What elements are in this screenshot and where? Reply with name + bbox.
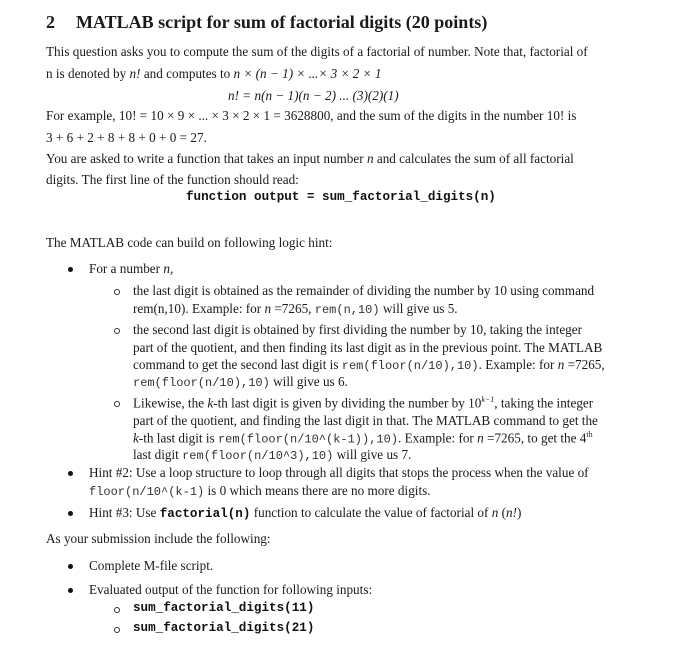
sub2-l3c: n bbox=[557, 357, 565, 372]
hint3-line bbox=[89, 506, 521, 521]
bullet-icon bbox=[68, 564, 73, 569]
sub3-l1a: Likewise, the bbox=[133, 395, 208, 411]
sub3-l3a: k bbox=[133, 430, 139, 446]
sub2-l4b: will give us 6. bbox=[269, 374, 348, 389]
sub2-line-3 bbox=[133, 358, 605, 372]
sub2-l3a: command to get the second last digit is bbox=[133, 357, 342, 372]
factorial-formula: n! = n(n − 1)(n − 2) ... (3)(2)(1) bbox=[228, 88, 399, 103]
intro-line-2-a: n is denoted by bbox=[46, 66, 130, 81]
sub3-l3c: . Example: for bbox=[398, 430, 478, 446]
hint-for-number-a: For a number bbox=[89, 261, 164, 276]
submission-item-1: Complete M-file script. bbox=[89, 558, 214, 573]
circle-bullet-icon bbox=[114, 627, 120, 633]
intro-n-factorial: n! bbox=[129, 66, 141, 81]
section-title: MATLAB script for sum of factorial digits (20 points) bbox=[76, 12, 488, 32]
hint3-f: ) bbox=[517, 505, 522, 520]
intro-line-1: This question asks you to compute the sum of the digits of a factorial of number. Note that, factorial of bbox=[46, 44, 588, 59]
task-line-1 bbox=[46, 152, 574, 165]
hint2-line-2 bbox=[89, 484, 431, 498]
hint3-c: n bbox=[491, 505, 499, 520]
hint3-d: ( bbox=[498, 505, 506, 520]
sub3-line-4 bbox=[133, 448, 411, 462]
sub3-l3d: n bbox=[477, 430, 484, 446]
submission-intro: As your submission include the following: bbox=[46, 531, 271, 546]
circle-bullet-icon bbox=[114, 328, 120, 334]
sub3-l4b: will give us 7. bbox=[333, 447, 412, 462]
bullet-icon bbox=[68, 471, 73, 476]
sub1-l2d: will give us 5. bbox=[379, 301, 458, 316]
sub1-code: rem(n,10) bbox=[314, 303, 380, 317]
hint-intro: The MATLAB code can build on following logic hint: bbox=[46, 235, 333, 250]
hint2-line-1: Hint #2: Use a loop structure to loop through all digits that stops the process when the value of bbox=[89, 465, 589, 480]
sub1-l2a: rem(n,10). Example: for bbox=[133, 301, 265, 316]
example-line-1: For example, 10! = 10 × 9 × ... × 3 × 2 × 1 = 3628800, and the sum of the digits in the number 10! is bbox=[46, 108, 577, 123]
hint3-a: Hint #3: Use bbox=[89, 505, 160, 520]
hint3-e: n! bbox=[506, 505, 517, 520]
sub3-l1d: , taking the integer bbox=[494, 395, 594, 411]
intro-line-2-c: and computes to bbox=[140, 66, 234, 81]
circle-bullet-icon bbox=[114, 607, 120, 613]
hint2-code: floor(n/10^(k-1) bbox=[89, 485, 205, 499]
sub3-line-1 bbox=[133, 396, 593, 410]
sub3-l1c: -th last digit is given by dividing the number by 10 bbox=[213, 395, 482, 411]
sub3-line-3 bbox=[133, 431, 593, 445]
task-n: n bbox=[366, 151, 374, 166]
sub3-l1sup: k−1 bbox=[481, 395, 495, 404]
sub3-l3sup: th bbox=[586, 430, 593, 439]
task-line-1-a: You are asked to write a function that takes an input number bbox=[46, 151, 367, 166]
bullet-icon bbox=[68, 511, 73, 516]
sub1-l2b: n bbox=[264, 301, 272, 316]
sub3-code-2: rem(floor(n/10^3),10) bbox=[182, 449, 334, 463]
sub3-l1b: k bbox=[207, 395, 214, 411]
function-signature: function output = sum_factorial_digits(n) bbox=[186, 190, 496, 204]
circle-bullet-icon bbox=[114, 289, 120, 295]
hint-for-number-n: n, bbox=[163, 261, 174, 276]
hint-for-number bbox=[89, 262, 173, 275]
intro-product: n × (n − 1) × ...× 3 × 2 × 1 bbox=[233, 66, 382, 81]
sub2-code-1: rem(floor(n/10),10) bbox=[341, 359, 479, 373]
sub2-l3b: . Example: for bbox=[478, 357, 558, 372]
sub1-line-1: the last digit is obtained as the remainder of dividing the number by 10 using command bbox=[133, 283, 595, 298]
sub3-code-1: rem(floor(n/10^(k-1)),10) bbox=[217, 432, 399, 447]
submission-input-1: sum_factorial_digits(11) bbox=[133, 601, 315, 615]
hint3-code: factorial(n) bbox=[159, 507, 251, 521]
sub2-code-2: rem(floor(n/10),10) bbox=[133, 376, 270, 390]
sub3-l4a: last digit bbox=[133, 447, 183, 462]
sub2-line-4 bbox=[133, 375, 348, 389]
example-line-2: 3 + 6 + 2 + 8 + 8 + 0 + 0 = 27. bbox=[46, 130, 207, 145]
sub1-l2c: =7265, bbox=[271, 301, 315, 316]
bullet-icon bbox=[68, 588, 73, 593]
sub2-l3d: =7265, bbox=[564, 357, 605, 372]
intro-line-2 bbox=[46, 67, 381, 80]
sub3-line-2: part of the quotient, and finding the last digit in that. The MATLAB command to get the bbox=[133, 413, 598, 428]
submission-item-2: Evaluated output of the function for following inputs: bbox=[89, 582, 373, 597]
sub1-line-2 bbox=[133, 302, 458, 316]
bullet-icon bbox=[68, 267, 73, 272]
task-line-2: digits. The first line of the function should read: bbox=[46, 172, 299, 187]
sub2-line-2: part of the quotient, and then finding its last digit as in the previous point. The MATLAB bbox=[133, 340, 603, 355]
hint3-b: function to calculate the value of factorial of bbox=[250, 505, 492, 520]
task-line-1-c: and calculates the sum of all factorial bbox=[373, 151, 574, 166]
sub3-l3e: =7265, to get the 4 bbox=[483, 430, 587, 446]
sub2-line-1: the second last digit is obtained by first dividing the number by 10, taking the integer bbox=[133, 322, 583, 337]
sub3-l3b: -th last digit is bbox=[138, 430, 218, 446]
hint2-l2b: is 0 which means there are no more digits. bbox=[204, 483, 431, 498]
circle-bullet-icon bbox=[114, 401, 120, 407]
section-number: 2 bbox=[46, 12, 55, 32]
submission-input-2: sum_factorial_digits(21) bbox=[133, 621, 315, 635]
